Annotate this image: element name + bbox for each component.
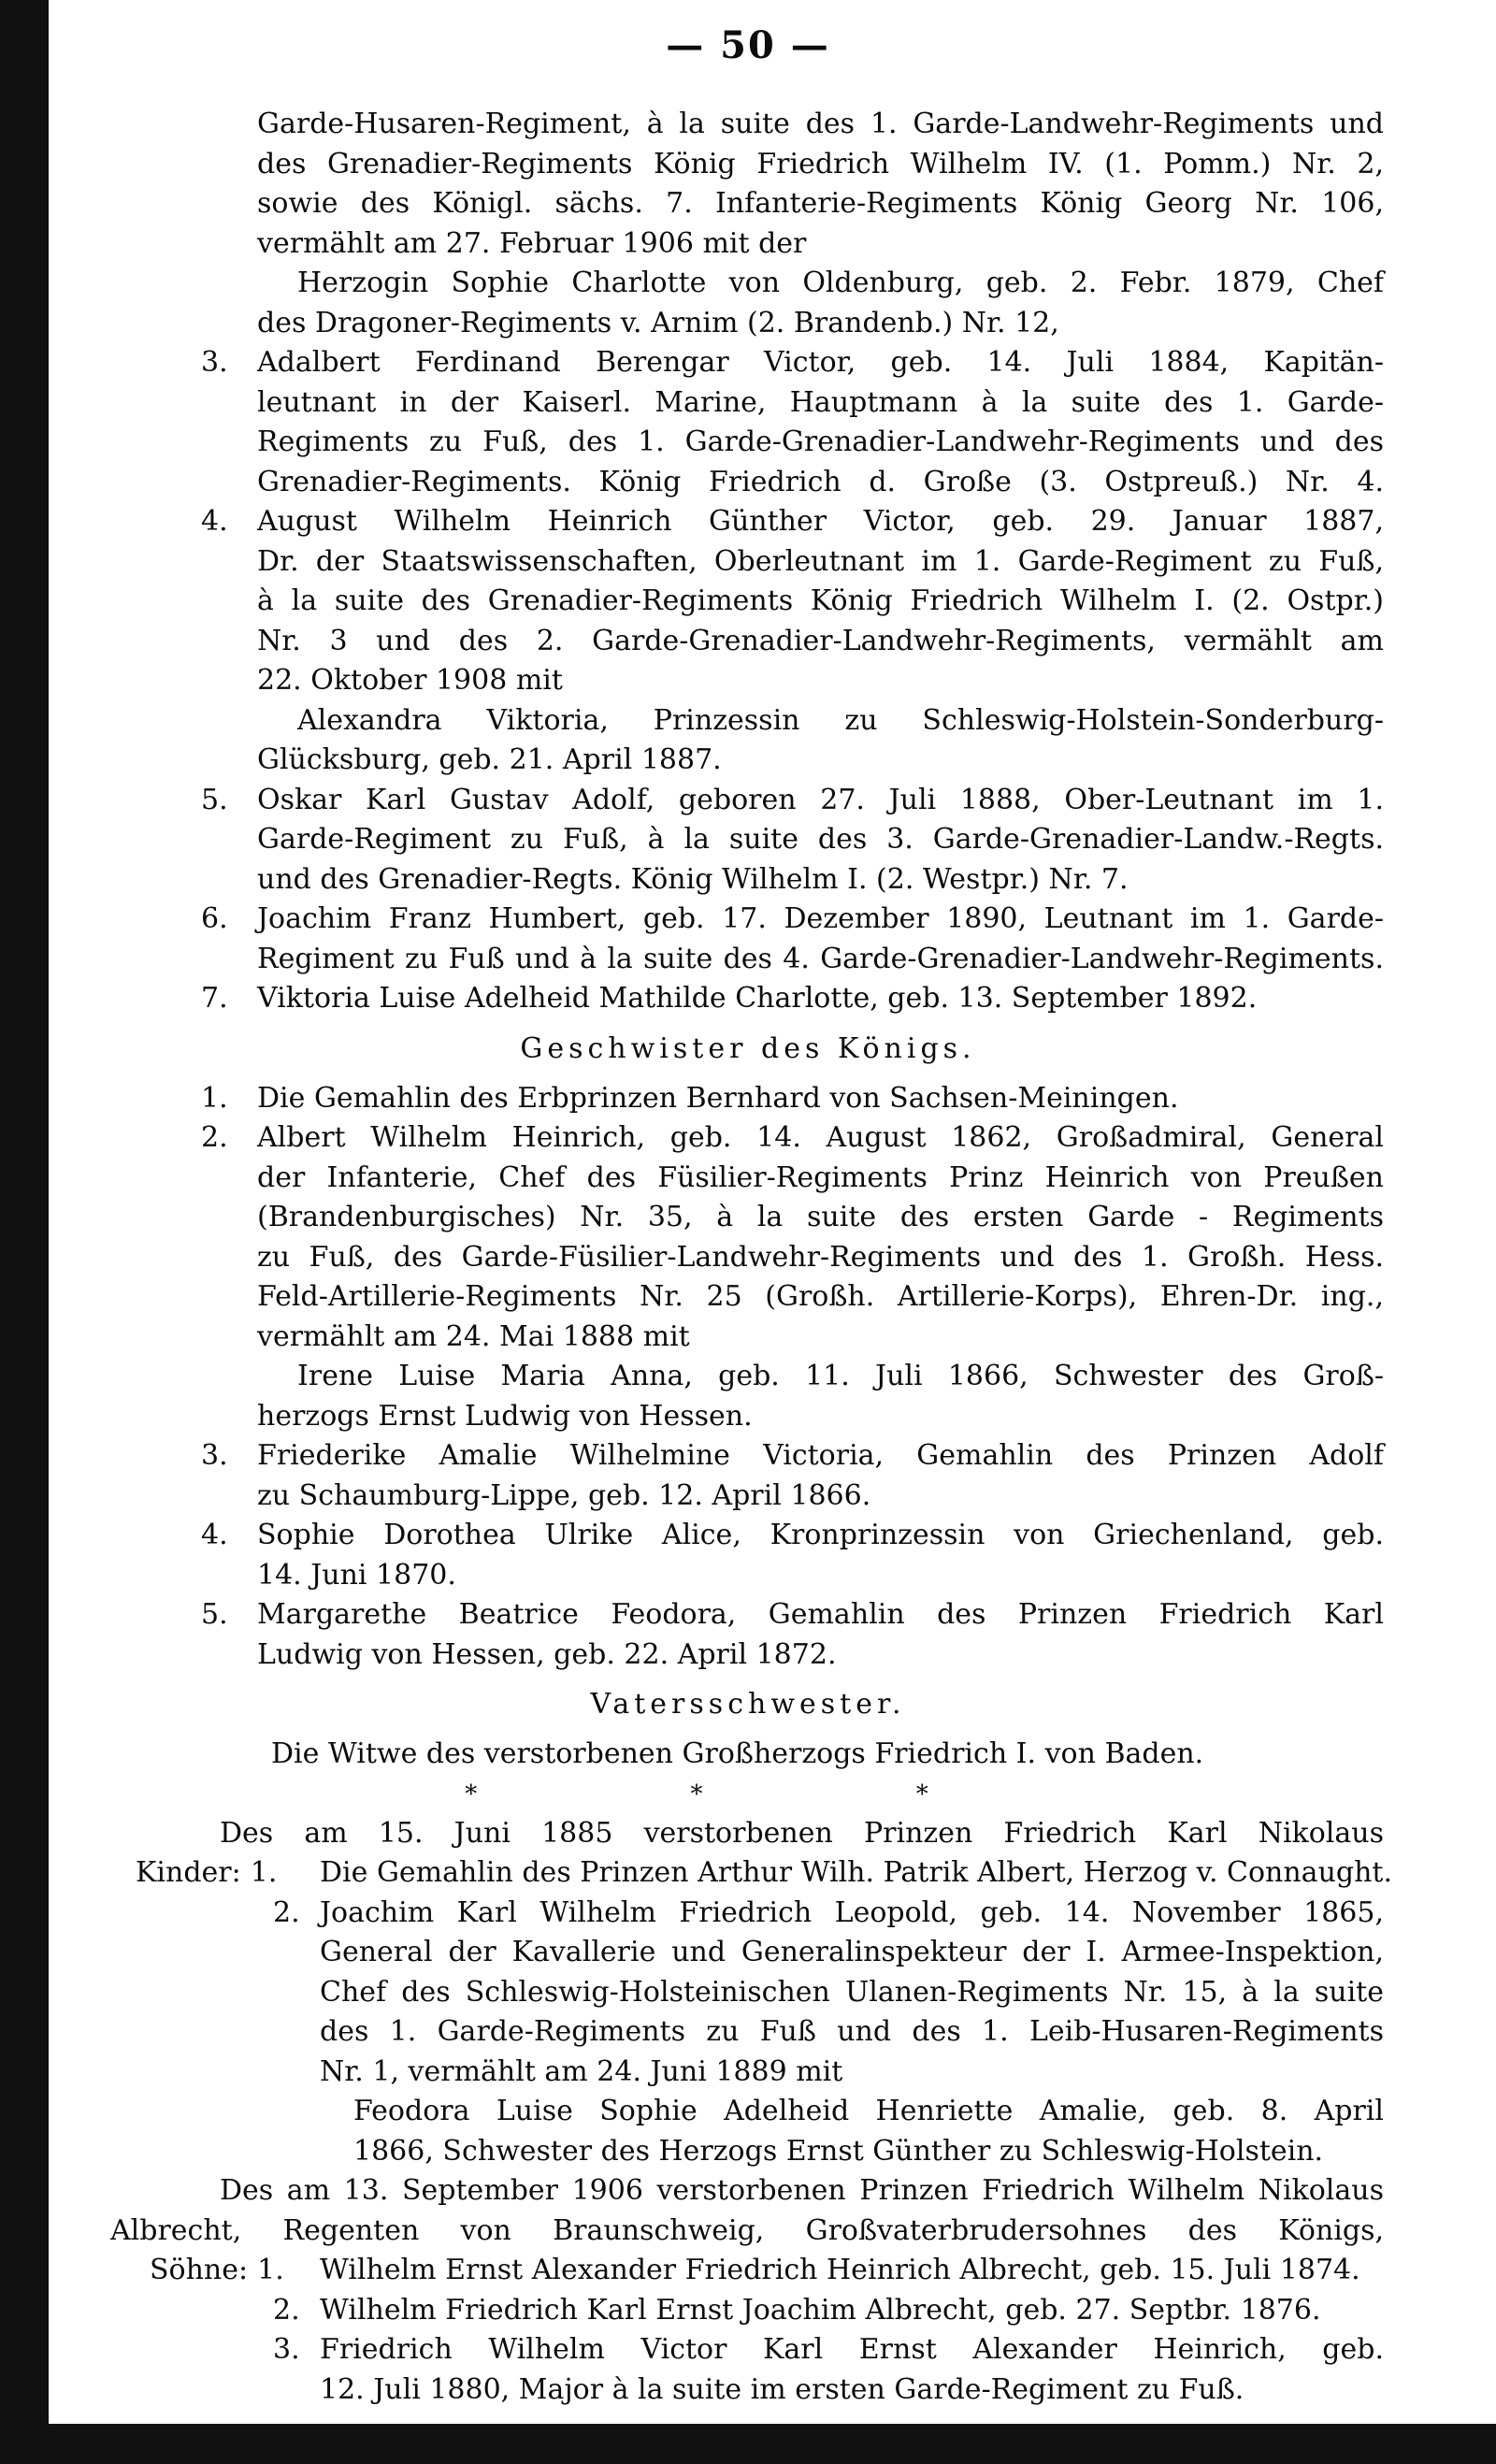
text-line: Sophie Dorothea Ulrike Alice, Kronprinzessin von Griechenland, geb. [257, 1519, 1384, 1551]
text-line: Die Gemahlin des Erbprinzen Bernhard von Sachsen-Meiningen. [257, 1081, 1179, 1115]
text-line: Margarethe Beatrice Feodora, Gemahlin des Prinzen Friedrich Karl [257, 1598, 1384, 1631]
section-heading: Geschwister des Königs. [520, 1031, 976, 1065]
list-item [0, 979, 1496, 1019]
text-line: der Infanterie, Chef des Füsilier-Regiments Prinz Heinrich von Preußen [257, 1160, 1384, 1194]
text-line: Oskar Karl Gustav Adolf, geboren 27. Juli 1888, Ober-Leutnant im 1. [257, 783, 1384, 816]
text-line: zu Fuß, des Garde-Füsilier-Landwehr-Regiments und des 1. Großh. Hess. [257, 1240, 1384, 1274]
text-line: Alexandra Viktoria, Prinzessin zu Schleswig-Holstein-Sonderburg- [297, 703, 1384, 737]
text-line: 1866, Schwester des Herzogs Ernst Günther zu Schleswig-Holstein. [353, 2134, 1324, 2168]
list-item [0, 343, 1496, 383]
item-number: 4. [201, 1519, 228, 1551]
soehne-label [150, 2251, 284, 2291]
section-divider-stars: * * * [465, 1780, 1031, 1808]
text-line: Ludwig von Hessen, geb. 22. April 1872. [257, 1637, 837, 1671]
text-line: Albrecht, Regenten von Braunschweig, Großvaterbrudersohnes des Königs, [110, 2213, 1384, 2247]
item-number: 3. [201, 346, 228, 379]
list-item [0, 1894, 1496, 1934]
text-line: Friedrich Wilhelm Victor Karl Ernst Alexander Heinrich, geb. [320, 2333, 1384, 2366]
text-line: Irene Luise Maria Anna, geb. 11. Juli 1866, Schwester des Groß- [297, 1360, 1384, 1392]
text-line: Regiments zu Fuß, des 1. Garde-Grenadier-Landwehr-Regiments und des [257, 425, 1384, 458]
text-line: des Grenadier-Regiments König Friedrich Wilhelm IV. (1. Pomm.) Nr. 2, [257, 147, 1384, 180]
text-line: General der Kavallerie und Generalinspekteur der I. Armee-Inspektion, [320, 1936, 1384, 1968]
list-item [0, 502, 1496, 542]
kinder-label-text: Kinder: [136, 1856, 241, 1889]
kinder-label [136, 1853, 277, 1894]
text-line: (Brandenburgisches) Nr. 35, à la suite des ersten Garde - Regiments [257, 1201, 1384, 1233]
text-line: Feodora Luise Sophie Adelheid Henriette Amalie, geb. 8. April [353, 2095, 1384, 2127]
text-line: Des am 15. Juni 1885 verstorbenen Prinzen Friedrich Karl Nikolaus [220, 1816, 1384, 1850]
text-line: leutnant in der Kaiserl. Marine, Hauptmann à la suite des 1. Garde- [257, 385, 1384, 419]
item-number: 5. [201, 783, 228, 816]
text-line: Wilhelm Friedrich Karl Ernst Joachim Albrecht, geb. 27. Septbr. 1876. [320, 2293, 1321, 2327]
item-number: 4. [201, 505, 228, 538]
list-item [0, 1118, 1496, 1159]
text-line: Friederike Amalie Wilhelmine Victoria, Gemahlin des Prinzen Adolf [257, 1439, 1384, 1472]
text-line: vermählt am 27. Februar 1906 mit der [257, 226, 807, 260]
list-item [0, 781, 1496, 821]
text-line: Dr. der Staatswissenschaften, Oberleutnant im 1. Garde-Regiment zu Fuß, [257, 544, 1384, 578]
item-number: 1. [201, 1081, 228, 1115]
text-line: Des am 13. September 1906 verstorbenen Prinzen Friedrich Wilhelm Nikolaus [220, 2174, 1384, 2207]
text-line: Nr. 1, vermählt am 24. Juni 1889 mit [320, 2054, 843, 2088]
item-number: 5. [201, 1598, 228, 1631]
text-line: Chef des Schleswig-Holsteinischen Ulanen-Regiments Nr. 15, à la suite [320, 1975, 1384, 2009]
item-number: 1. [257, 2254, 284, 2286]
list-item [0, 1436, 1496, 1477]
page-body [0, 105, 1496, 2410]
item-number: 2. [273, 1895, 300, 1929]
text-line: August Wilhelm Heinrich Günther Victor, geb. 29. Januar 1887, [257, 505, 1384, 538]
text-line: Feld-Artillerie-Regiments Nr. 25 (Großh. Artillerie-Korps), Ehren-Dr. ing., [257, 1280, 1384, 1313]
text-line: Die Witwe des verstorbenen Großherzogs Friedrich I. von Baden. [271, 1737, 1204, 1770]
text-line: Glücksburg, geb. 21. April 1887. [257, 743, 722, 776]
text-line: Nr. 3 und des 2. Garde-Grenadier-Landwehr-Regiments, vermählt am [257, 624, 1384, 657]
list-item [0, 2251, 1496, 2291]
text-line: 14. Juni 1870. [257, 1558, 456, 1592]
section-heading: Vatersschwester. [590, 1688, 906, 1721]
list-item [0, 2291, 1496, 2331]
list-item [0, 1595, 1496, 1635]
item-number: 6. [201, 902, 228, 935]
text-line: Adalbert Ferdinand Berengar Victor, geb. 14. Juli 1884, Kapitän- [257, 346, 1384, 379]
text-line: des Dragoner-Regiments v. Arnim (2. Brandenb.) Nr. 12, [257, 306, 1059, 339]
list-item [0, 1853, 1496, 1894]
text-line: 22. Oktober 1908 mit [257, 664, 563, 697]
list-item [0, 2330, 1496, 2370]
text-line: Grenadier-Regiments. König Friedrich d. Große (3. Ostpreuß.) Nr. 4. [257, 465, 1384, 498]
soehne-label-text: Söhne: [150, 2254, 249, 2286]
text-line: Garde-Regiment zu Fuß, à la suite des 3. Garde-Grenadier-Landw.-Regts. [257, 823, 1384, 856]
text-line: Viktoria Luise Adelheid Mathilde Charlotte, geb. 13. September 1892. [257, 982, 1258, 1015]
text-line: sowie des Königl. sächs. 7. Infanterie-Regiments König Georg Nr. 106, [257, 187, 1384, 220]
text-line: Regiment zu Fuß und à la suite des 4. Garde-Grenadier-Landwehr-Regiments. [257, 942, 1384, 975]
text-line: des 1. Garde-Regiments zu Fuß und des 1. Leib-Husaren-Regiments [320, 2015, 1384, 2048]
text-line: herzogs Ernst Ludwig von Hessen. [257, 1399, 753, 1433]
page-number: — 50 — [666, 23, 830, 67]
text-line: Die Gemahlin des Prinzen Arthur Wilh. Patrik Albert, Herzog v. Connaught. [320, 1856, 1393, 1889]
text-line: und des Grenadier-Regts. König Wilhelm I. (2. Westpr.) Nr. 7. [257, 862, 1129, 896]
item-number: 3. [201, 1439, 228, 1472]
list-item [0, 1079, 1496, 1119]
text-line: 12. Juli 1880, Major à la suite im ersten Garde-Regiment zu Fuß. [320, 2372, 1244, 2406]
item-number: 7. [201, 982, 228, 1015]
list-item [0, 900, 1496, 940]
scan-border-bottom [0, 2424, 1496, 2464]
item-number: 2. [273, 2293, 300, 2327]
text-line: à la suite des Grenadier-Regiments König Friedrich Wilhelm I. (2. Ostpr.) [257, 584, 1384, 617]
item-number: 2. [201, 1121, 228, 1154]
text-line: Herzogin Sophie Charlotte von Oldenburg, geb. 2. Febr. 1879, Chef [297, 267, 1384, 299]
item-number: 3. [273, 2333, 300, 2366]
text-line: Joachim Franz Humbert, geb. 17. Dezember 1890, Leutnant im 1. Garde- [257, 902, 1384, 935]
text-line: Wilhelm Ernst Alexander Friedrich Heinrich Albrecht, geb. 15. Juli 1874. [320, 2254, 1360, 2286]
text-line: zu Schaumburg-Lippe, geb. 12. April 1866. [257, 1478, 871, 1512]
text-line: Albert Wilhelm Heinrich, geb. 14. August 1862, Großadmiral, General [257, 1121, 1384, 1154]
text-line: vermählt am 24. Mai 1888 mit [257, 1319, 690, 1353]
text-line: Joachim Karl Wilhelm Friedrich Leopold, geb. 14. November 1865, [320, 1895, 1384, 1929]
item-number: 1. [250, 1856, 278, 1889]
text-line: Garde-Husaren-Regiment, à la suite des 1. Garde-Landwehr-Regiments und [257, 108, 1384, 140]
list-item [0, 1516, 1496, 1556]
